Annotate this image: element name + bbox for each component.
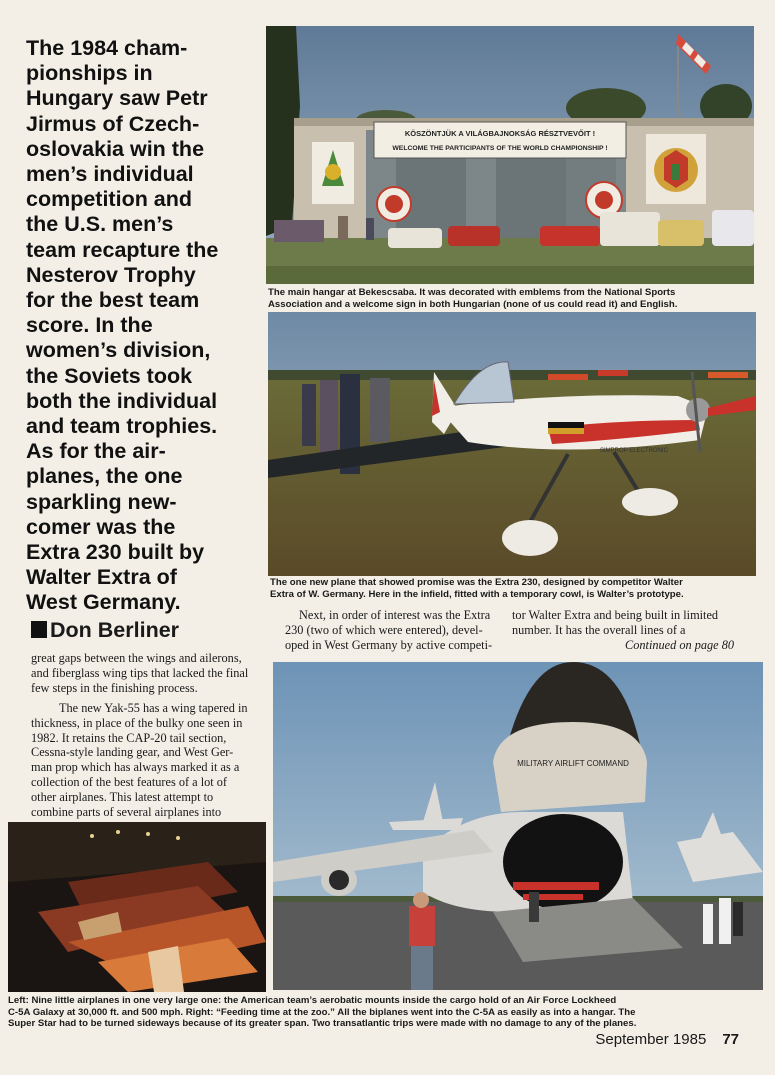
deck-line: Jirmus of Czech- <box>26 111 200 136</box>
text-line: 1982. It retains the CAP-20 tail section, <box>31 730 227 745</box>
right-body-column-2 <box>512 608 734 653</box>
issue-date: September 1985 <box>595 1031 707 1048</box>
deck-line: for the best team <box>26 288 200 313</box>
caption-line: Super Star had to be turned sideways because of its greater span. Two transatlantic trips were made with no damage to any of the planes. <box>8 1018 637 1029</box>
c5a-photo <box>273 662 763 990</box>
text-line: collection of the best features of a lot of <box>31 775 227 790</box>
deck-line: Hungary saw Petr <box>26 86 208 111</box>
text-line: number. It has the overall lines of a <box>512 622 686 637</box>
text-line: few steps in the finishing process. <box>31 680 198 695</box>
text-line: combine parts of several airplanes into <box>31 805 222 820</box>
deck-line: pionships in <box>26 61 153 86</box>
author-name: Don Berliner <box>50 618 180 642</box>
page-footer <box>595 1031 739 1048</box>
text-line: tor Walter Extra and being built in limited <box>512 608 719 622</box>
text-line: Next, in order of interest was the Extra <box>299 608 491 622</box>
caption-line: Extra of W. Germany. Here in the infield, fitted with a temporary cowl, is Walter’s prototype. <box>270 588 684 600</box>
deck-line: Nesterov Trophy <box>26 262 196 287</box>
left-body-column <box>31 651 263 837</box>
text-line: oped in West Germany by active competi- <box>285 637 493 652</box>
deck-line: the U.S. men’s <box>26 212 174 237</box>
deck-line: planes, the one <box>26 464 183 489</box>
fuselage-lettering: SIMPROP ELECTRONIC <box>600 448 668 454</box>
caption-line: Left: Nine little airplanes in one very large one: the American team’s aerobatic mounts inside the cargo hold of an Air Force Lockheed <box>8 995 617 1006</box>
deck-line: Walter Extra of <box>26 565 177 590</box>
hangar-caption <box>268 287 754 310</box>
text-line: other airplanes. This latest attempt to <box>31 790 214 805</box>
banner-line-hungarian: KÖSZÖNTJÜK A VILÁGBAJNOKSÁG RÉSZTVEVŐIT ! <box>404 129 596 138</box>
deck-line: comer was the <box>26 514 176 539</box>
deck-line: sparkling new- <box>26 489 177 514</box>
text-line: thickness, in place of the bulky one seen in <box>31 715 243 730</box>
caption-line: C-5A Galaxy at 30,000 ft. and 500 mph. Right: “Feeding time at the zoo.” All the biplanes went into the C-5A as easily as into a hangar. The <box>8 1006 636 1018</box>
deck-line: both the individual <box>26 388 218 413</box>
deck-headline <box>26 36 262 616</box>
cargo-hold-photo <box>8 822 266 992</box>
text-line: and fiberglass wing tips that lacked the final <box>31 665 249 680</box>
deck-line: As for the air- <box>26 439 166 464</box>
banner-line-english: WELCOME THE PARTICIPANTS OF THE WORLD CHAMPIONSHIP ! <box>392 145 608 152</box>
nose-lettering: MILITARY AIRLIFT COMMAND <box>517 759 629 768</box>
text-line: great gaps between the wings and ailerons, <box>31 651 242 665</box>
deck-line: men’s individual <box>26 162 194 187</box>
text-line: man prop which has always marked it as a <box>31 760 240 775</box>
deck-line: women’s division, <box>26 338 211 363</box>
hangar-photo <box>266 26 754 284</box>
deck-line: West Germany. <box>26 590 181 615</box>
caption-line: Association and a welcome sign in both Hungarian (none of us could read it) and English. <box>268 298 678 310</box>
deck-line: Extra 230 built by <box>26 540 205 565</box>
deck-line: and team trophies. <box>26 414 218 439</box>
paragraph <box>31 651 263 696</box>
text-line: Cessna-style landing gear, and West Ger- <box>31 745 234 760</box>
bottom-caption <box>8 995 764 1030</box>
extra-230-photo <box>268 312 756 576</box>
continued-note: Continued on page 80 <box>625 637 734 652</box>
extra-caption <box>270 577 756 600</box>
deck-line: oslovakia win the <box>26 136 205 161</box>
deck-line: score. In the <box>26 313 153 338</box>
page-number: 77 <box>722 1031 739 1048</box>
byline-square-icon <box>31 621 47 638</box>
deck-line: competition and <box>26 187 193 212</box>
caption-line: The one new plane that showed promise was the Extra 230, designed by competitor Walter <box>270 577 683 588</box>
paragraph <box>31 701 263 835</box>
deck-line: the Soviets took <box>26 363 193 388</box>
text-line: The new Yak-55 has a wing tapered in <box>59 700 248 715</box>
byline <box>31 618 261 643</box>
deck-line: The 1984 cham- <box>26 36 188 60</box>
deck-line: team recapture the <box>26 237 219 262</box>
caption-line: The main hangar at Bekescsaba. It was decorated with emblems from the National Sports <box>268 287 676 298</box>
right-body-column-1 <box>285 608 503 653</box>
text-line: 230 (two of which were entered), devel- <box>285 622 483 637</box>
